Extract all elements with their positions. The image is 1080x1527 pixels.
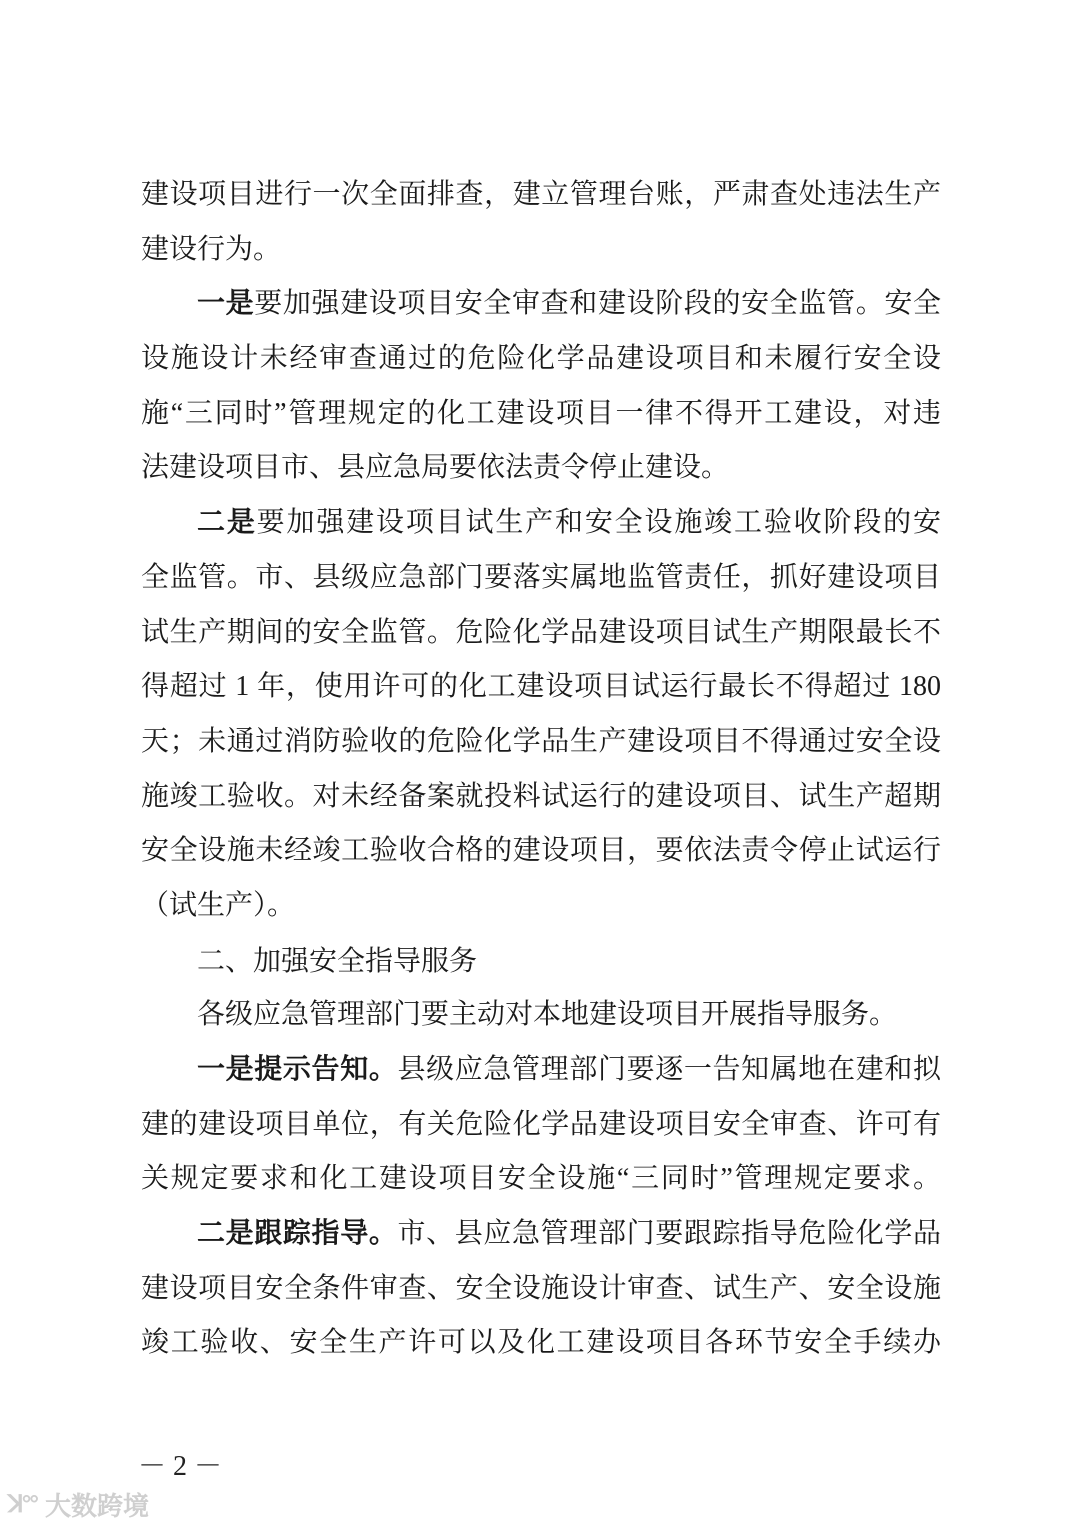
text-line bbox=[141, 992, 941, 1047]
line-text: 关规定要求和化工建设项目安全设施“三同时”管理规定要求。 bbox=[141, 1163, 941, 1195]
text-line bbox=[141, 610, 941, 665]
line-text: （试生产）。 bbox=[141, 889, 296, 921]
line-text: 安全设施未经竣工验收合格的建设项目，要依法责令停止试运行 bbox=[141, 835, 941, 867]
text-line bbox=[141, 1156, 941, 1211]
line-text: 二、加强安全指导服务 bbox=[197, 944, 478, 976]
line-text: 各级应急管理部门要主动对本地建设项目开展指导服务。 bbox=[197, 999, 898, 1031]
watermark-text: 大数跨境 bbox=[44, 1491, 149, 1521]
text-line bbox=[141, 883, 941, 938]
text-line bbox=[141, 1047, 941, 1102]
text-line bbox=[141, 1211, 941, 1266]
line-text: 市、县应急管理部门要跟踪指导危险化学品 bbox=[397, 1218, 941, 1250]
text-line bbox=[141, 391, 941, 446]
text-line bbox=[141, 719, 941, 774]
text-line bbox=[141, 227, 941, 282]
line-text: 要加强建设项目试生产和安全设施竣工验收阶段的安 bbox=[256, 507, 941, 539]
watermark bbox=[8, 1486, 149, 1523]
line-text: 得超过 1 年，使用许可的化工建设项目试运行最长不得超过 180 bbox=[141, 671, 941, 703]
line-text: 县级应急管理部门要逐一告知属地在建和拟 bbox=[397, 1054, 941, 1085]
bold-lead-in: 二是 bbox=[197, 507, 257, 539]
section-heading bbox=[141, 938, 941, 993]
text-line bbox=[141, 500, 941, 555]
text-line bbox=[141, 172, 941, 227]
line-text: 法建设项目市、县应急局要依法责令停止建设。 bbox=[141, 452, 730, 484]
text-line bbox=[141, 1102, 941, 1157]
text-line bbox=[141, 445, 941, 500]
text-line bbox=[141, 1266, 941, 1321]
line-text: 施“三同时”管理规定的化工建设项目一律不得开工建设，对违 bbox=[141, 397, 941, 429]
line-text: 建设项目进行一次全面排查，建立管理台账，严肃查处违法生产 bbox=[141, 179, 941, 210]
line-text: 竣工验收、安全生产许可以及化工建设项目各环节安全手续办 bbox=[141, 1327, 941, 1359]
text-line bbox=[141, 664, 941, 719]
line-text: 施竣工验收。对未经备案就投料试运行的建设项目、试生产超期 bbox=[141, 780, 941, 812]
bold-lead-in: 一是 bbox=[197, 288, 255, 320]
bold-lead-in: 二是跟踪指导。 bbox=[197, 1218, 398, 1250]
text-line bbox=[141, 336, 941, 391]
line-text: 天；未通过消防验收的危险化学品生产建设项目不得通过安全设 bbox=[141, 725, 941, 757]
text-line bbox=[141, 1320, 941, 1375]
line-text: 设施设计未经审查通过的危险化学品建设项目和未履行安全设 bbox=[141, 343, 941, 375]
line-text: 要加强建设项目安全审查和建设阶段的安全监管。安全 bbox=[254, 288, 941, 320]
text-line bbox=[141, 555, 941, 610]
document-body bbox=[141, 172, 941, 1375]
line-text: 建的建设项目单位，有关危险化学品建设项目安全审查、许可有 bbox=[141, 1108, 941, 1140]
text-line bbox=[141, 281, 941, 336]
line-text: 建设项目安全条件审查、安全设施设计审查、试生产、安全设施 bbox=[141, 1272, 941, 1304]
text-line bbox=[141, 774, 941, 829]
bold-lead-in: 一是提示告知。 bbox=[197, 1054, 398, 1085]
text-line bbox=[141, 828, 941, 883]
line-text: 全监管。市、县级应急部门要落实属地监管责任，抓好建设项目 bbox=[141, 561, 941, 593]
line-text: 试生产期间的安全监管。危险化学品建设项目试生产期限最长不 bbox=[141, 616, 941, 648]
page-number: － 2 － bbox=[138, 1451, 223, 1482]
watermark-logo-icon: ꓘ°° bbox=[8, 1491, 37, 1518]
line-text: 建设行为。 bbox=[141, 233, 282, 265]
